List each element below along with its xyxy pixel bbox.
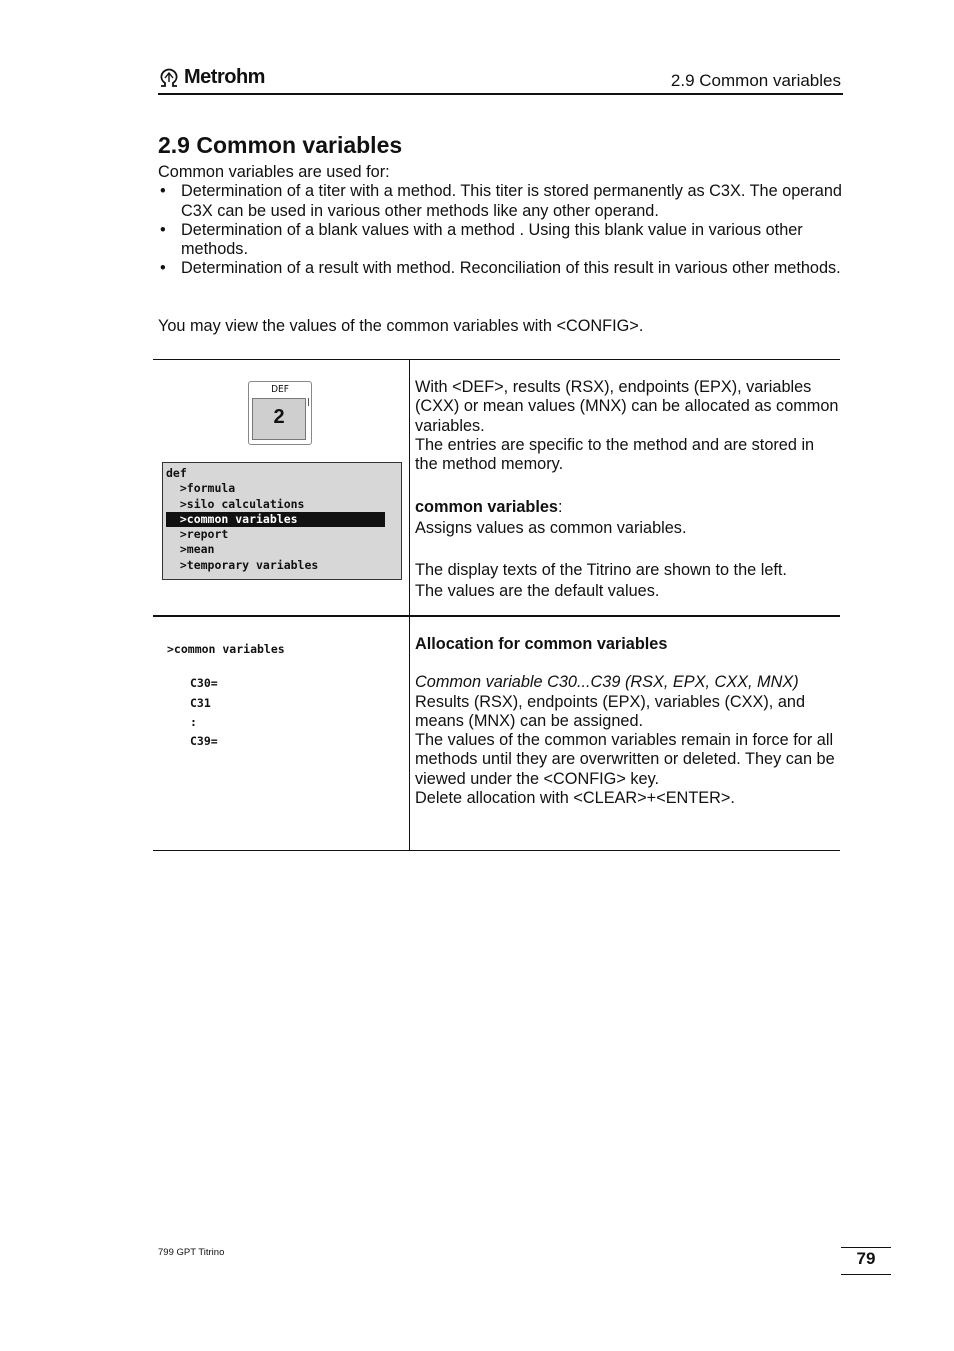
header-rule [158, 93, 843, 95]
allocation-subheading: Common variable C30...C39 (RSX, EPX, CXX, MNX) [415, 673, 799, 692]
running-header-title: 2.9 Common variables [670, 71, 841, 90]
display-note-block [415, 560, 840, 602]
intro-lead: Common variables are used for: [158, 163, 390, 181]
section-heading: 2.9 Common variables [158, 132, 403, 158]
display-line: C31 [190, 695, 211, 710]
allocation-heading: Allocation for common variables [415, 635, 668, 653]
allocation-paragraph: Delete allocation with <CLEAR>+<ENTER>. [415, 789, 735, 808]
metrohm-omega-icon [158, 68, 180, 88]
footer-product: 799 GPT Titrino [158, 1247, 225, 1258]
table-rule-top [153, 359, 840, 360]
def-paragraph: With <DEF>, results (RSX), endpoints (EPX), variables (CXX) or mean values (MNX) can be allocated as common variables. [415, 378, 839, 435]
table-rule-bottom [153, 850, 840, 851]
brand-name: Metrohm [184, 66, 265, 88]
key-face [252, 398, 306, 440]
def-key[interactable] [248, 381, 312, 445]
allocation-paragraph: The values of the common variables remain in force for all methods until they are overwritten or deleted. They can be viewed under the <CONFIG> key. [415, 731, 835, 788]
def-paragraph: The entries are specific to the method and are stored in the method memory. [415, 435, 815, 474]
allocation-paragraph: Results (RSX), endpoints (EPX), variables (CXX), and means (MNX) can be assigned. [415, 692, 805, 730]
titrino-display-menu [162, 462, 402, 580]
table-column-divider [409, 359, 410, 851]
term-name: common variables [415, 498, 558, 516]
config-note: You may view the values of the common variables with <CONFIG>. [158, 317, 644, 335]
display-line: C39= [190, 734, 218, 749]
display-line: >silo calculations [166, 496, 305, 511]
list-item: • Determination of a result with method. Reconciliation of this result in various other methods. [158, 259, 843, 278]
intro-block [158, 163, 843, 279]
list-item: • Determination of a titer with a method. This titer is stored permanently as C3X. The operand C3X can be used in various other methods like any other operand. [158, 182, 843, 221]
brand-logo [158, 66, 265, 89]
display-title: >common variables [167, 642, 285, 656]
key-number: 2 [273, 406, 285, 428]
usage-list [158, 182, 843, 278]
display-note: The display texts of the Titrino are shown to the left. [415, 561, 787, 579]
display-line: >temporary variables [166, 557, 319, 572]
display-line: >report [166, 527, 229, 542]
term-block [415, 498, 840, 539]
allocation-block [415, 635, 840, 808]
def-description [415, 378, 840, 474]
term-description: Assigns values as common variables. [415, 519, 687, 538]
list-item: • Determination of a blank values with a method . Using this blank value in various other methods. [158, 221, 843, 260]
page-number: 79 [856, 1249, 876, 1268]
display-line: >mean [166, 542, 215, 557]
key-indicator [308, 398, 309, 406]
display-line: def [166, 466, 187, 480]
key-top-label: DEF [271, 384, 289, 395]
page-number-rule-bottom [841, 1274, 891, 1275]
display-line: C30= [190, 676, 218, 691]
table-rule-middle [153, 615, 840, 617]
page-number-rule-top [841, 1247, 891, 1248]
common-variables-display [167, 640, 285, 751]
display-line: : [190, 714, 197, 729]
term-suffix: : [557, 498, 563, 516]
display-line-selected: >common variables [166, 512, 385, 527]
default-note: The values are the default values. [415, 582, 660, 600]
display-line: >formula [166, 481, 236, 496]
